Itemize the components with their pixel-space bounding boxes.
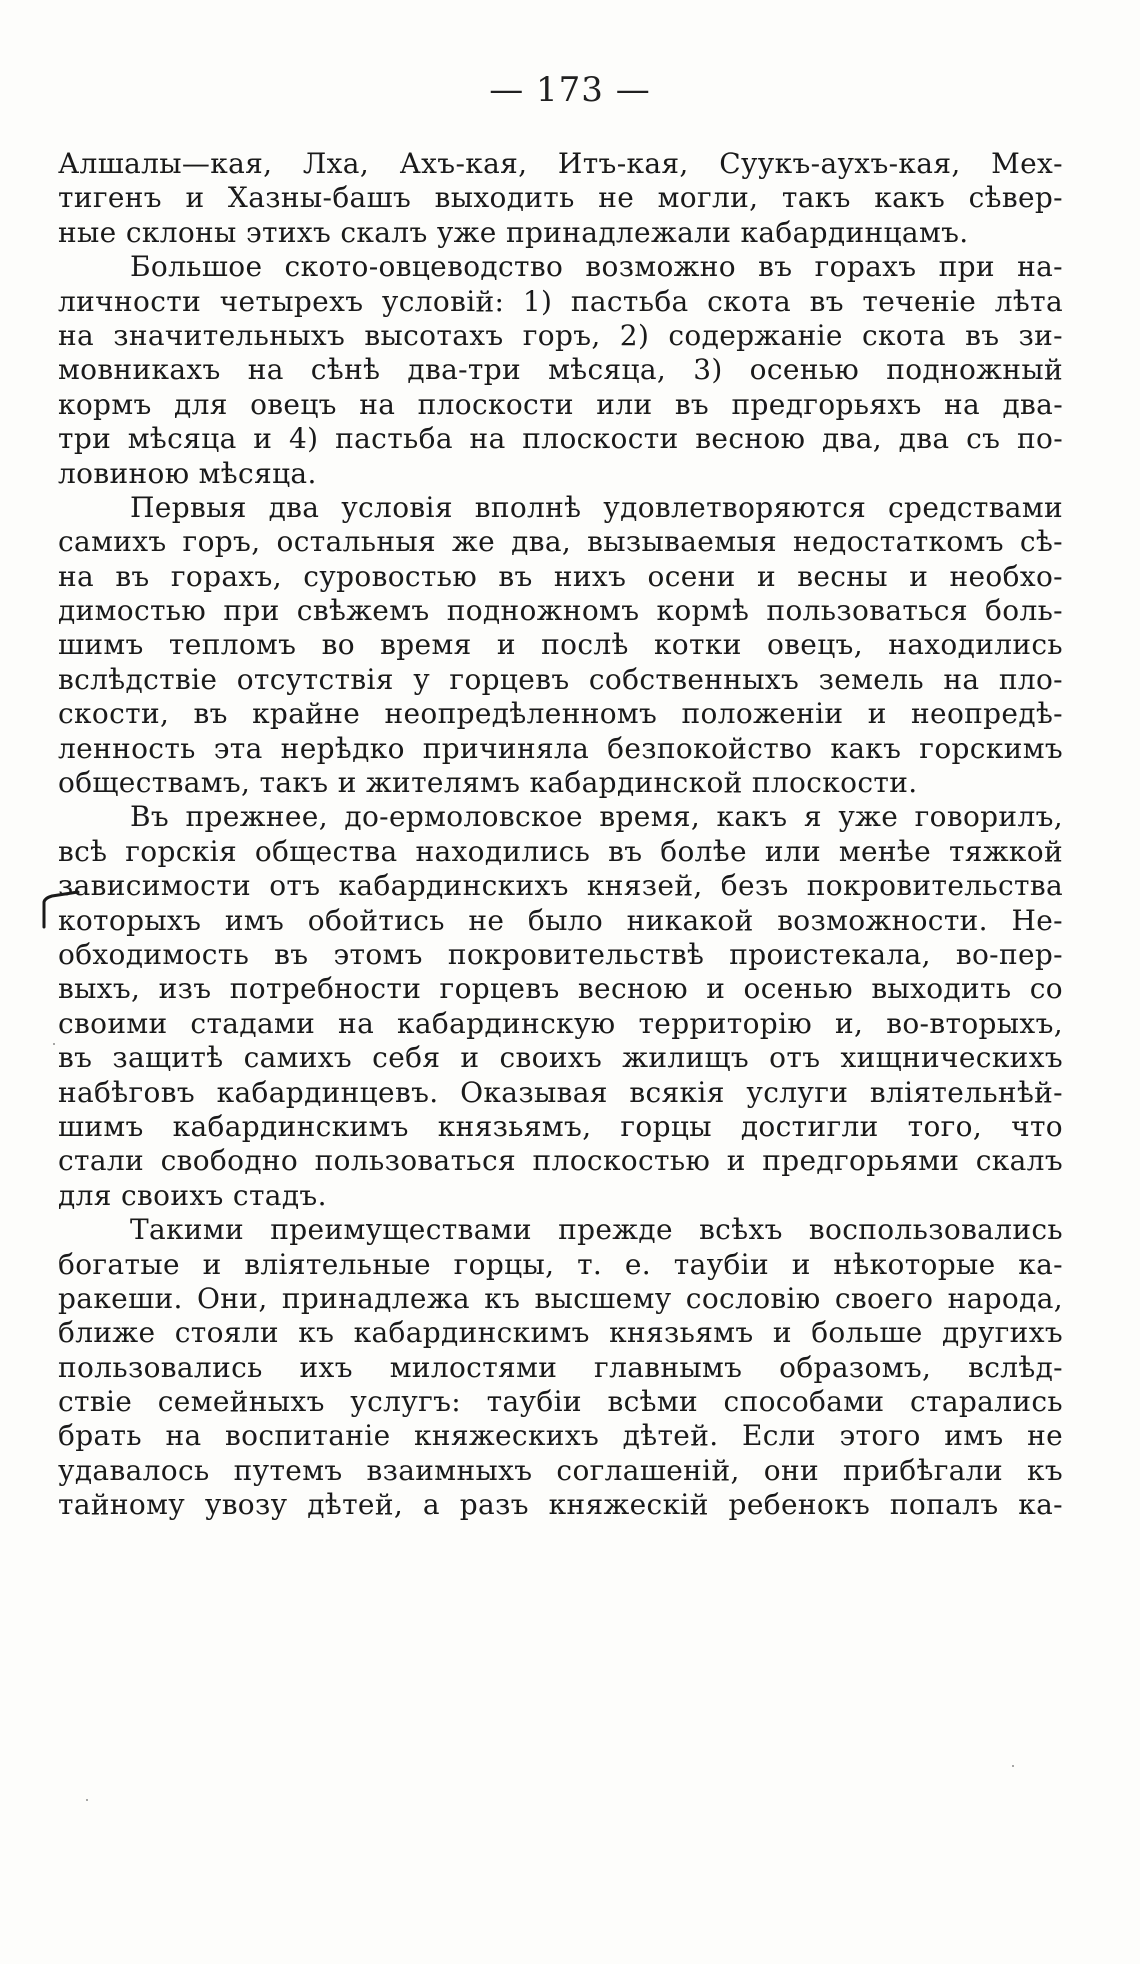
text-line: обходимость въ этомъ покровительствѣ проистекала, во-пер-: [58, 937, 1063, 971]
text-line: мовникахъ на сѣнѣ два-три мѣсяца, 3) осенью подножный: [58, 353, 1063, 387]
text-line: въ защитѣ самихъ себя и своихъ жилищъ отъ хищническихъ: [58, 1041, 1063, 1075]
text-line: Въ прежнее, до-ермоловское время, какъ я уже говорилъ,: [130, 800, 1063, 834]
ink-speck: [1012, 1765, 1014, 1767]
text-line: кормъ для овецъ на плоскости или въ предгорьяхъ на два-: [58, 387, 1063, 421]
text-line: Алшалы—кая, Лха, Ахъ-кая, Итъ-кая, Суукъ-аухъ-кая, Мех-: [58, 147, 1063, 180]
text-line: на въ горахъ, суровостью въ нихъ осени и весны и необхо-: [58, 559, 1063, 593]
text-line: ловиною мѣсяца.: [58, 456, 317, 490]
text-line: Большое ското-овцеводство возможно въ горахъ при на-: [130, 250, 1063, 284]
text-line: вслѣдствіе отсутствія у горцевъ собственныхъ земель на пло-: [58, 662, 1063, 696]
text-line: скости, въ крайне неопредѣленномъ положеніи и неопредѣ-: [58, 697, 1063, 731]
text-line: три мѣсяца и 4) пастьба на плоскости весною два, два съ по-: [58, 422, 1063, 456]
text-line: ближе стояли къ кабардинскимъ князьямъ и больше другихъ: [58, 1316, 1063, 1350]
text-line: богатые и вліятельные горцы, т. е. таубіи и нѣкоторые ка-: [58, 1247, 1063, 1281]
text-line: которыхъ имъ обойтись не было никакой возможности. Не-: [58, 903, 1063, 937]
text-line: пользовались ихъ милостями главнымъ образомъ, вслѣд-: [58, 1350, 1063, 1384]
text-line: тигенъ и Хазны-башъ выходить не могли, такъ какъ сѣвер-: [58, 181, 1063, 215]
text-line: ные склоны этихъ скалъ уже принадлежали кабардинцамъ.: [58, 215, 969, 249]
text-line: тайному увозу дѣтей, а разъ княжескій ребенокъ попалъ ка-: [58, 1488, 1063, 1522]
text-line: ствіе семейныхъ услугъ: таубіи всѣми способами старались: [58, 1385, 1063, 1419]
text-line: самихъ горъ, остальныя же два, вызываемыя недостаткомъ сѣ-: [58, 525, 1063, 559]
text-line: удавалось путемъ взаимныхъ соглашеній, они прибѣгали къ: [58, 1453, 1063, 1487]
text-line: димостью при свѣжемъ подножномъ кормѣ пользоваться боль-: [58, 594, 1063, 628]
ink-speck: [53, 1043, 55, 1045]
text-line: выхъ, изъ потребности горцевъ весною и осенью выходить со: [58, 972, 1063, 1006]
text-line: брать на воспитаніе княжескихъ дѣтей. Если этого имъ не: [58, 1419, 1063, 1453]
body-text: [58, 147, 1063, 1523]
text-line: обществамъ, такъ и жителямъ кабардинской плоскости.: [58, 766, 918, 800]
ink-speck: [86, 1799, 88, 1801]
text-line: Первыя два условія вполнѣ удовлетворяются средствами: [130, 490, 1063, 524]
page-number: — 173 —: [489, 70, 651, 110]
text-line: зависимости отъ кабардинскихъ князей, безъ покровительства: [58, 869, 1063, 903]
text-line: шимъ кабардинскимъ князьямъ, горцы достигли того, что: [58, 1109, 1063, 1143]
text-line: для своихъ стадъ.: [58, 1178, 327, 1212]
text-line: Такими преимуществами прежде всѣхъ воспользовались: [130, 1213, 1063, 1247]
text-line: личности четырехъ условій: 1) пастьба скота въ теченіе лѣта: [58, 284, 1063, 318]
text-line: шимъ тепломъ во время и послѣ котки овецъ, находились: [58, 628, 1063, 662]
text-line: своими стадами на кабардинскую территорію и, во-вторыхъ,: [58, 1006, 1063, 1040]
text-line: ленность эта нерѣдко причиняла безпокойство какъ горскимъ: [58, 731, 1063, 765]
text-line: всѣ горскія общества находились въ болѣе или менѣе тяжкой: [58, 834, 1063, 868]
text-line: ракеши. Они, принадлежа къ высшему сословію своего народа,: [58, 1281, 1063, 1315]
text-line: стали свободно пользоваться плоскостью и предгорьями скалъ: [58, 1144, 1063, 1178]
text-line: на значительныхъ высотахъ горъ, 2) содержаніе скота въ зи-: [58, 318, 1063, 352]
text-line: набѣговъ кабардинцевъ. Оказывая всякія услуги вліятельнѣй-: [58, 1075, 1063, 1109]
